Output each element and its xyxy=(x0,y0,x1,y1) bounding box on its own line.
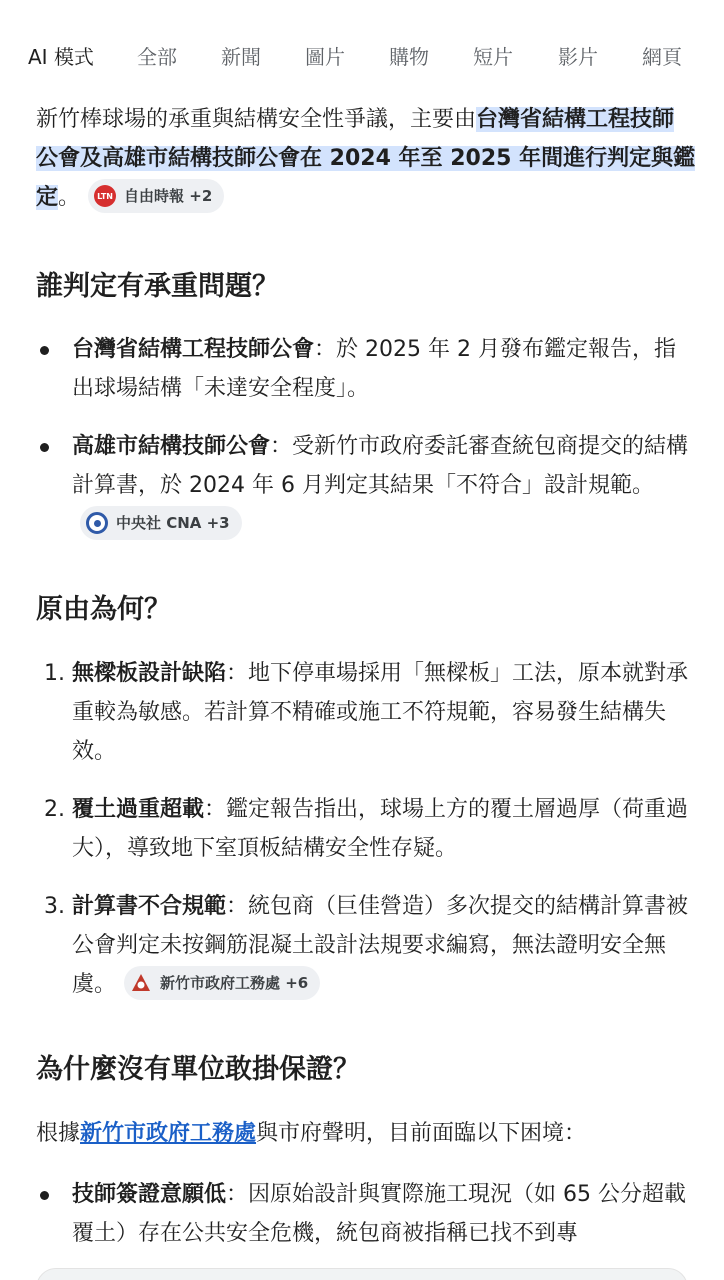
hsinchu-public-works-link[interactable]: 新竹市政府工務處 xyxy=(80,1121,257,1146)
list-item xyxy=(36,1175,696,1253)
source-chip-label: 自由時報 +2 xyxy=(124,186,213,205)
tab-images[interactable]: 圖片 xyxy=(305,45,345,69)
heading-why: 原由為何？ xyxy=(36,594,171,625)
guarantee-intro xyxy=(36,1114,696,1153)
tab-shopping[interactable]: 購物 xyxy=(389,45,429,69)
list-item xyxy=(36,654,696,771)
intro-text: 根據 xyxy=(36,1121,81,1146)
intro-highlight: 台灣省結構工程技師公會及高雄市結構技師公會在 2024 年至 2025 年間進行判定與鑑定 xyxy=(36,107,696,210)
source-chip-label: 中央社 CNA +3 xyxy=(116,513,230,532)
item-term: 覆土過重超載 xyxy=(72,797,205,822)
item-term: 台灣省結構工程技師公會 xyxy=(72,337,315,362)
item-number: 1. xyxy=(44,661,65,686)
tab-ai-mode[interactable]: AI 模式 xyxy=(28,45,94,69)
item-number: 3. xyxy=(44,894,65,919)
source-chip-hsinchu[interactable] xyxy=(124,966,320,1000)
guarantee-list xyxy=(36,1175,696,1253)
heading-guarantee: 為什麼沒有單位敢掛保證？ xyxy=(36,1054,360,1085)
tab-web[interactable]: 網頁 xyxy=(642,45,682,69)
search-tabs xyxy=(0,40,724,74)
item-text: ：於 2025 年 2 月發布鑑定報告，指出球場結構「未達安全程度」。 xyxy=(72,337,676,401)
reason-list xyxy=(36,654,696,1004)
item-term: 無樑板設計缺陷 xyxy=(72,661,227,686)
cna-logo-icon xyxy=(86,512,108,534)
tab-all[interactable]: 全部 xyxy=(137,45,177,69)
item-text: ：因原始設計與實際施工現況（如 65 公分超載覆土）存在公共安全危機，統包商被指稱已找不到專 xyxy=(72,1182,686,1246)
intro-text: 新竹棒球場的承重與結構安全性爭議，主要由 xyxy=(36,107,477,132)
list-item xyxy=(36,330,696,408)
tab-news[interactable]: 新聞 xyxy=(221,45,261,69)
item-text: ：地下停車場採用「無樑板」工法，原本就對承重較為敏感。若計算不精確或施工不符規範，容易發生結構失效。 xyxy=(72,661,689,764)
list-item xyxy=(36,887,696,1004)
heading-who: 誰判定有承重問題？ xyxy=(36,271,279,302)
item-number: 2. xyxy=(44,797,65,822)
item-term: 高雄市結構技師公會 xyxy=(72,434,271,459)
intro-end: 。 xyxy=(58,185,81,210)
ai-answer xyxy=(36,100,696,1253)
item-term: 計算書不合規範 xyxy=(72,894,227,919)
tab-videos[interactable]: 影片 xyxy=(558,45,598,69)
item-text: ：受新竹市政府委託審查統包商提交的結構計算書，於 2024 年 6 月判定其結果「不符合」設計規範。 xyxy=(72,434,689,498)
source-chip-ltn[interactable] xyxy=(88,179,224,213)
who-list xyxy=(36,330,696,544)
item-text: ：統包商（巨佳營造）多次提交的結構計算書被公會判定未按鋼筋混凝土設計法規要求編寫，無法證明安全無虞。 xyxy=(72,894,689,997)
hsinchu-emblem-icon xyxy=(130,972,152,994)
intro-paragraph xyxy=(36,100,696,217)
source-chip-label: 新竹市政府工務處 +6 xyxy=(160,973,309,992)
item-term: 技師簽證意願低 xyxy=(72,1182,227,1207)
list-item xyxy=(36,790,696,868)
intro-text: 與市府聲明，目前面臨以下困境： xyxy=(256,1121,587,1146)
ltn-logo-icon: LTN xyxy=(94,185,116,207)
tab-shorts[interactable]: 短片 xyxy=(473,45,513,69)
follow-up-bar[interactable] xyxy=(36,1268,688,1280)
source-chip-cna[interactable] xyxy=(80,506,242,540)
item-text: ：鑑定報告指出，球場上方的覆土層過厚（荷重過大），導致地下室頂板結構安全性存疑。 xyxy=(72,797,689,861)
list-item xyxy=(36,427,696,544)
